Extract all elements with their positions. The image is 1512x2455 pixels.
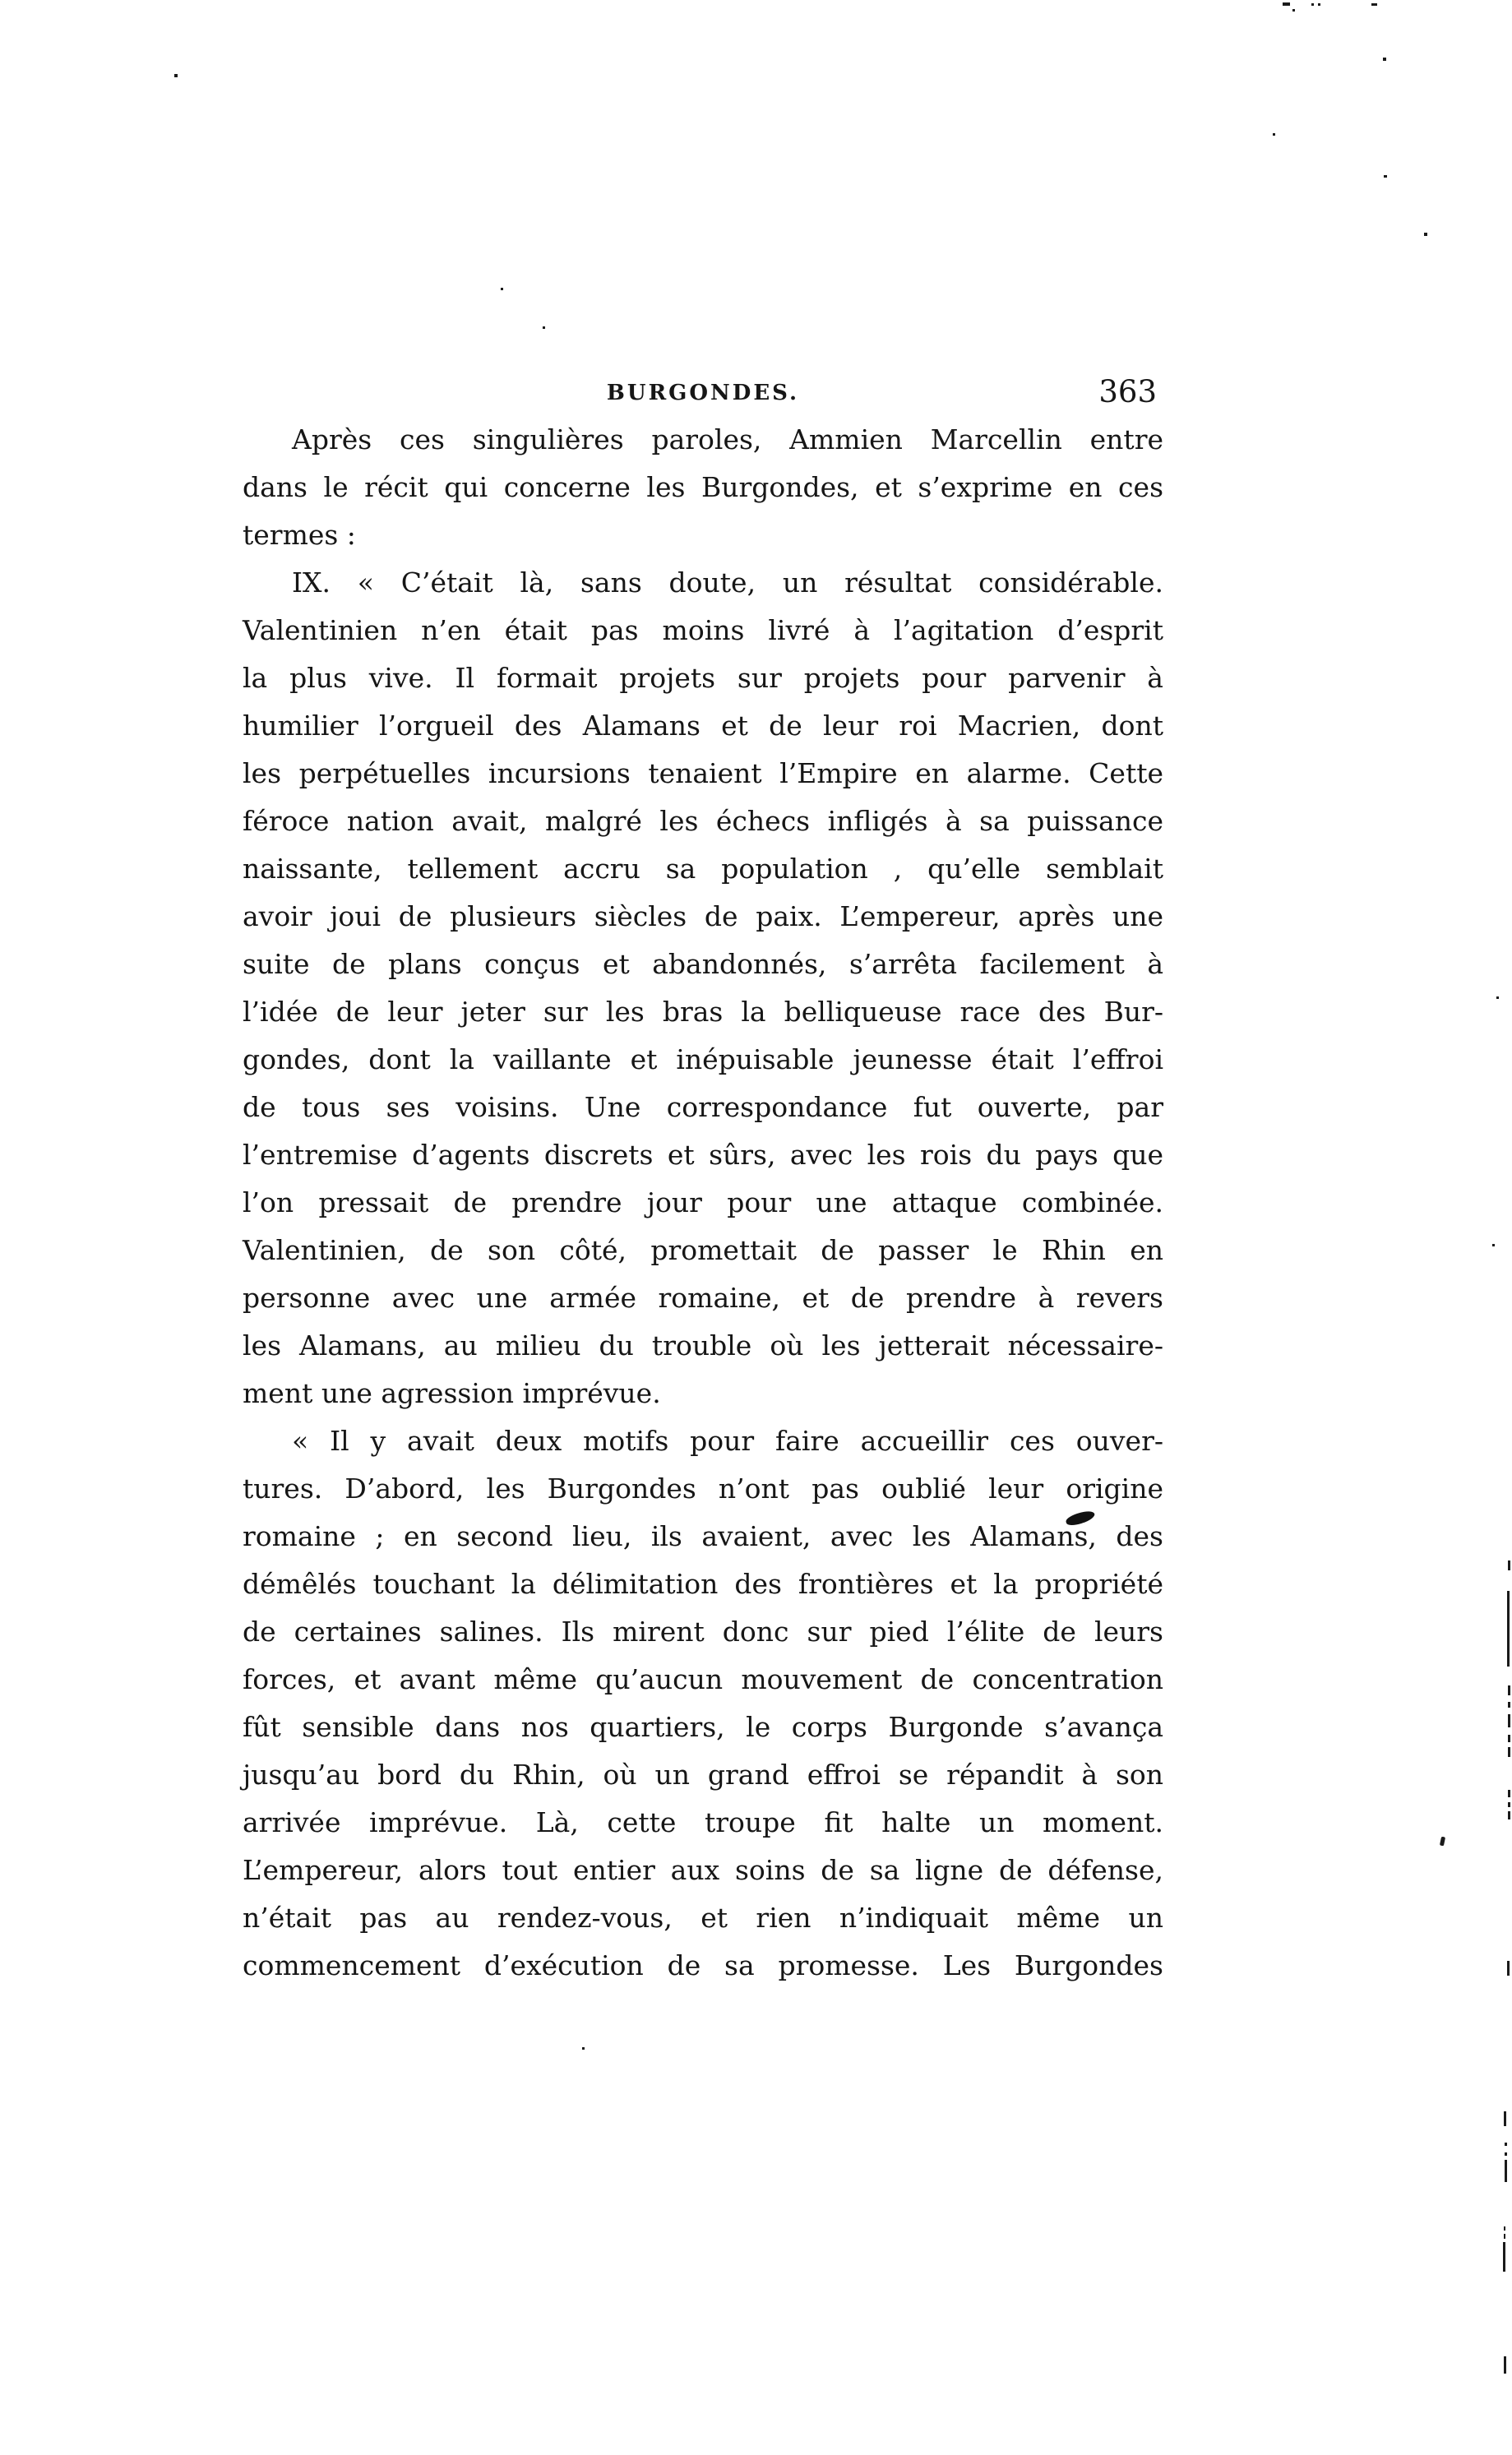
text-line: humilier l’orgueil des Alamans et de leur roi Macrien, dont bbox=[243, 710, 1163, 742]
scan-speck bbox=[1383, 58, 1386, 61]
text-line: arrivée imprévue. Là, cette troupe fit halte un moment. bbox=[243, 1806, 1163, 1838]
text-line: fût sensible dans nos quartiers, le corps Burgonde s’avança bbox=[243, 1711, 1163, 1743]
text-line: avoir joui de plusieurs siècles de paix. L’empereur, après une bbox=[243, 900, 1163, 932]
text-line: naissante, tellement accru sa population , qu’elle semblait bbox=[243, 853, 1163, 885]
scan-speck bbox=[1292, 9, 1295, 12]
text-line: de certaines salines. Ils mirent donc sur pied l’élite de leurs bbox=[243, 1616, 1163, 1648]
text-line: forces, et avant même qu’aucun mouvement de concentration bbox=[243, 1663, 1163, 1695]
page-edge-mark bbox=[1508, 1702, 1510, 1708]
text-line: n’était pas au rendez-vous, et rien n’indiquait même un bbox=[243, 1902, 1163, 1934]
page-edge-mark bbox=[1508, 1560, 1510, 1570]
text-line: l’entremise d’agents discrets et sûrs, avec les rois du pays que bbox=[243, 1139, 1163, 1171]
scan-speck bbox=[1311, 3, 1314, 6]
page-edge-mark bbox=[1508, 1714, 1510, 1727]
text-line: de tous ses voisins. Une correspondance fut ouverte, par bbox=[243, 1091, 1163, 1123]
text-line: Valentinien n’en était pas moins livré à l’agitation d’esprit bbox=[243, 614, 1163, 646]
scan-speck bbox=[1371, 3, 1377, 6]
page-edge-mark bbox=[1505, 2152, 1507, 2156]
page-text bbox=[243, 416, 1163, 1990]
scan-speck bbox=[1283, 2, 1290, 6]
text-line: les perpétuelles incursions tenaient l’Empire en alarme. Cette bbox=[243, 757, 1163, 789]
scan-speck bbox=[582, 2047, 585, 2050]
scan-speck bbox=[174, 74, 178, 77]
text-line: Après ces singulières paroles, Ammien Marcellin entre bbox=[292, 423, 1163, 455]
page-edge-mark bbox=[1507, 1591, 1510, 1667]
page-edge-mark bbox=[1508, 1747, 1510, 1757]
text-line: romaine ; en second lieu, ils avaient, avec les Alamans, des bbox=[243, 1520, 1163, 1552]
page-edge-mark bbox=[1508, 1802, 1510, 1807]
text-line: jusqu’au bord du Rhin, où un grand effroi se répandit à son bbox=[243, 1759, 1163, 1791]
text-line: L’empereur, alors tout entier aux soins de sa ligne de défense, bbox=[243, 1854, 1163, 1886]
page-edge-mark bbox=[1504, 2356, 1506, 2374]
text-line: termes : bbox=[243, 519, 356, 551]
scan-speck bbox=[1424, 233, 1427, 236]
text-line: IX. « C’était là, sans doute, un résultat considérable. bbox=[292, 566, 1163, 599]
page-header bbox=[243, 374, 1163, 414]
scan-speck bbox=[1492, 1244, 1495, 1246]
scan-speck bbox=[1273, 133, 1275, 136]
text-line: l’idée de leur jeter sur les bras la belliqueuse race des Bur- bbox=[243, 996, 1163, 1028]
scan-speck bbox=[1384, 175, 1387, 178]
page-edge-mark bbox=[1508, 1735, 1510, 1742]
text-line: dans le récit qui concerne les Burgondes, et s’exprime en ces bbox=[243, 471, 1163, 503]
scan-speck bbox=[543, 326, 545, 329]
scan-speck bbox=[1318, 3, 1320, 6]
text-line: personne avec une armée romaine, et de prendre à revers bbox=[243, 1282, 1163, 1314]
text-line: « Il y avait deux motifs pour faire accueillir ces ouver- bbox=[292, 1425, 1163, 1457]
page-number: 363 bbox=[1098, 374, 1157, 409]
text-line: la plus vive. Il formait projets sur projets pour parvenir à bbox=[243, 662, 1163, 694]
text-line: les Alamans, au milieu du trouble où les jetterait nécessaire- bbox=[243, 1329, 1163, 1362]
scan-speck bbox=[1496, 996, 1499, 999]
text-line: féroce nation avait, malgré les échecs infligés à sa puissance bbox=[243, 805, 1163, 837]
text-line: l’on pressait de prendre jour pour une attaque combinée. bbox=[243, 1186, 1163, 1218]
text-line: commencement d’exécution de sa promesse. Les Burgondes bbox=[243, 1949, 1163, 1981]
page-edge-mark bbox=[1503, 2242, 1505, 2272]
page-edge-mark bbox=[1505, 2143, 1507, 2146]
scan-speck bbox=[1440, 1837, 1445, 1847]
text-line: gondes, dont la vaillante et inépuisable jeunesse était l’effroi bbox=[243, 1043, 1163, 1075]
page-edge-mark bbox=[1508, 1811, 1510, 1819]
scan-speck bbox=[501, 288, 503, 290]
running-title: BURGONDES. bbox=[606, 381, 800, 405]
text-line: suite de plans conçus et abandonnés, s’arrêta facilement à bbox=[243, 948, 1163, 980]
text-line: démêlés touchant la délimitation des frontières et la propriété bbox=[243, 1568, 1163, 1600]
page-edge-mark bbox=[1505, 2160, 1507, 2182]
text-line: tures. D’abord, les Burgondes n’ont pas oublié leur origine bbox=[243, 1473, 1163, 1505]
page-edge-mark bbox=[1504, 2234, 1505, 2239]
page-edge-mark bbox=[1508, 1685, 1510, 1695]
page-edge-mark bbox=[1508, 1790, 1510, 1797]
text-line: Valentinien, de son côté, promettait de passer le Rhin en bbox=[243, 1234, 1163, 1266]
page-edge-mark bbox=[1504, 2226, 1505, 2231]
text-line: ment une agression imprévue. bbox=[243, 1377, 661, 1409]
page-edge-mark bbox=[1504, 2111, 1506, 2126]
page-edge-mark bbox=[1507, 1961, 1510, 1976]
